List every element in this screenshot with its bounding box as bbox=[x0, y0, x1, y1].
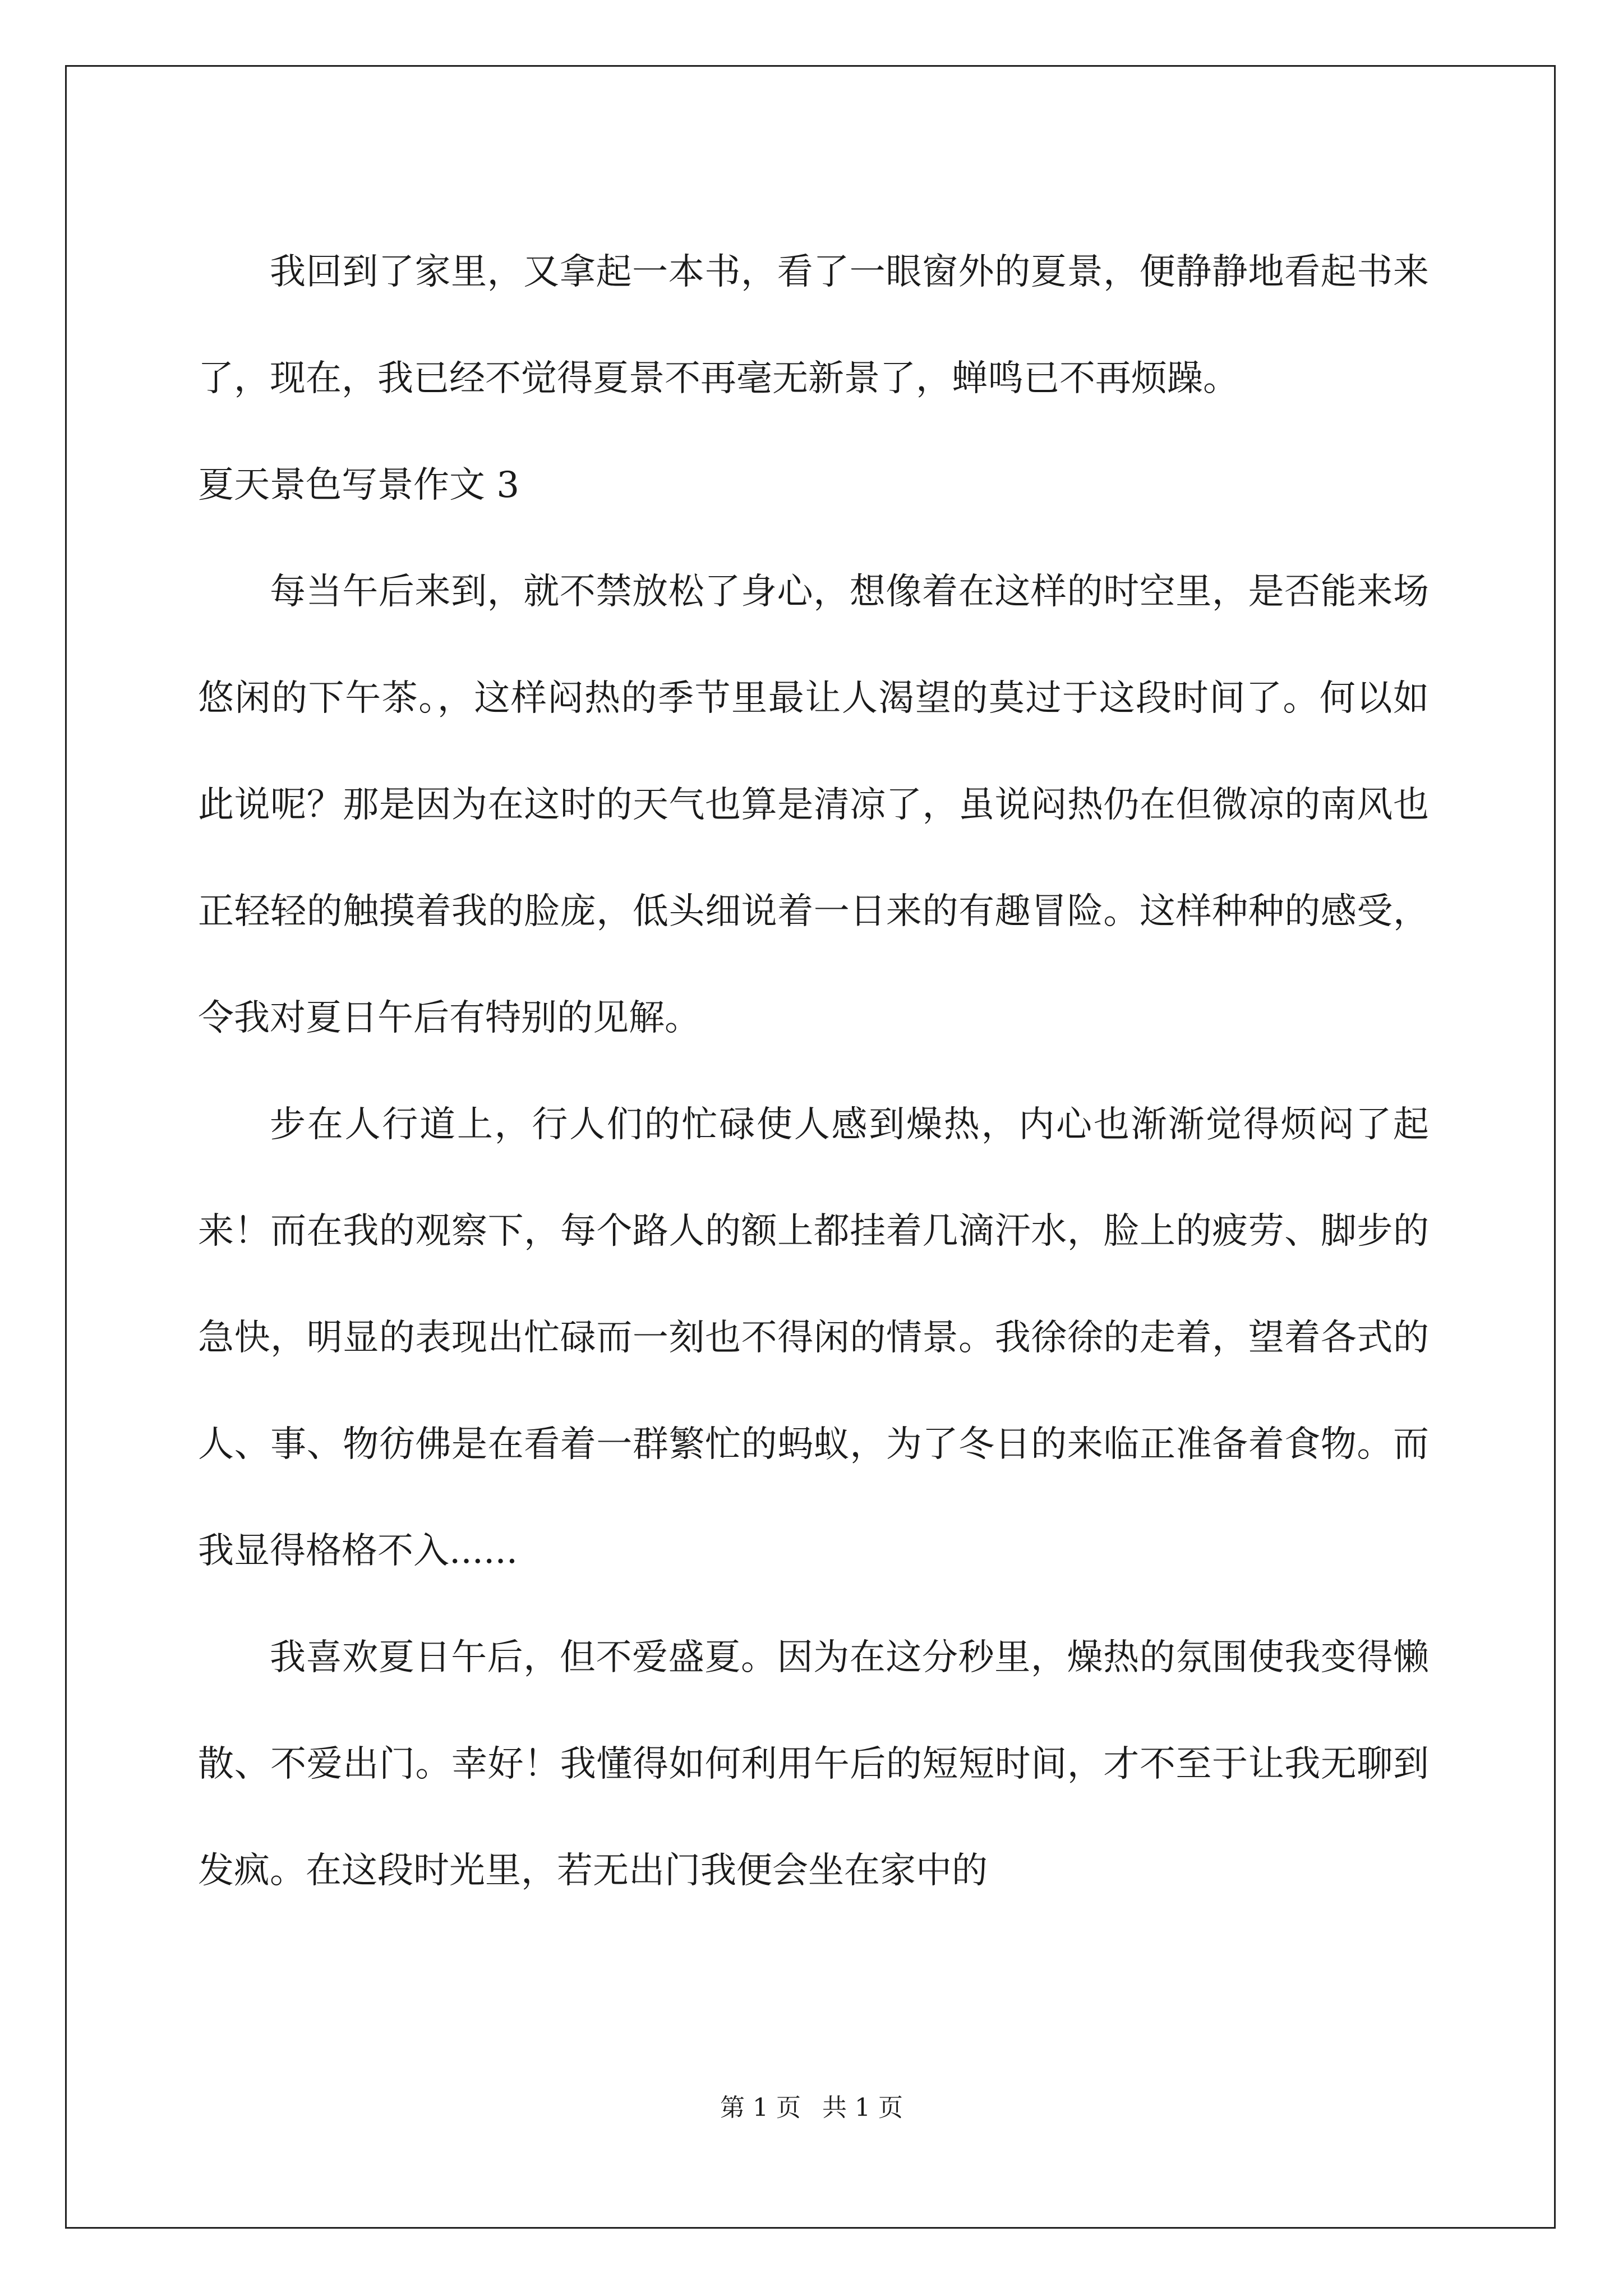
page-number-total: 共 1 页 bbox=[822, 2093, 903, 2122]
paragraph: 我回到了家里，又拿起一本书，看了一眼窗外的夏景，便静静地看起书来了，现在，我已经不觉得夏景不再毫无新景了，蝉鸣已不再烦躁。 bbox=[198, 251, 1429, 399]
page-footer bbox=[0, 2091, 1623, 2125]
paragraph: 步在人行道上，行人们的忙碌使人感到燥热，内心也渐渐觉得烦闷了起来！而在我的观察下，每个路人的额上都挂着几滴汗水，脸上的疲劳、脚步的急快，明显的表现出忙碌而一刻也不得闲的情景。我徐徐的走着，望着各式的人、事、物彷佛是在看着一群繁忙的蚂蚁，为了冬日的来临正准备着食物。而我显得格格不入...... bbox=[198, 1104, 1429, 1572]
paragraph: 每当午后来到，就不禁放松了身心，想像着在这样的时空里，是否能来场悠闲的下午茶。，这样闷热的季节里最让人渴望的莫过于这段时间了。何以如此说呢？那是因为在这时的天气也算是清凉了，虽说闷热仍在但微凉的南风也正轻轻的触摸着我的脸庞，低头细说着一日来的有趣冒险。这样种种的感受，令我对夏日午后有特别的见解。 bbox=[198, 571, 1429, 1039]
section-heading: 夏天景色写景作文 3 bbox=[198, 464, 520, 506]
page-number-current: 第 1 页 bbox=[720, 2093, 801, 2122]
document-body bbox=[198, 219, 1429, 1924]
paragraph: 我喜欢夏日午后，但不爱盛夏。因为在这分秒里，燥热的氛围使我变得懒散、不爱出门。幸好！我懂得如何利用午后的短短时间，才不至于让我无聊到发疯。在这段时光里，若无出门我便会坐在家中的 bbox=[198, 1637, 1429, 1892]
